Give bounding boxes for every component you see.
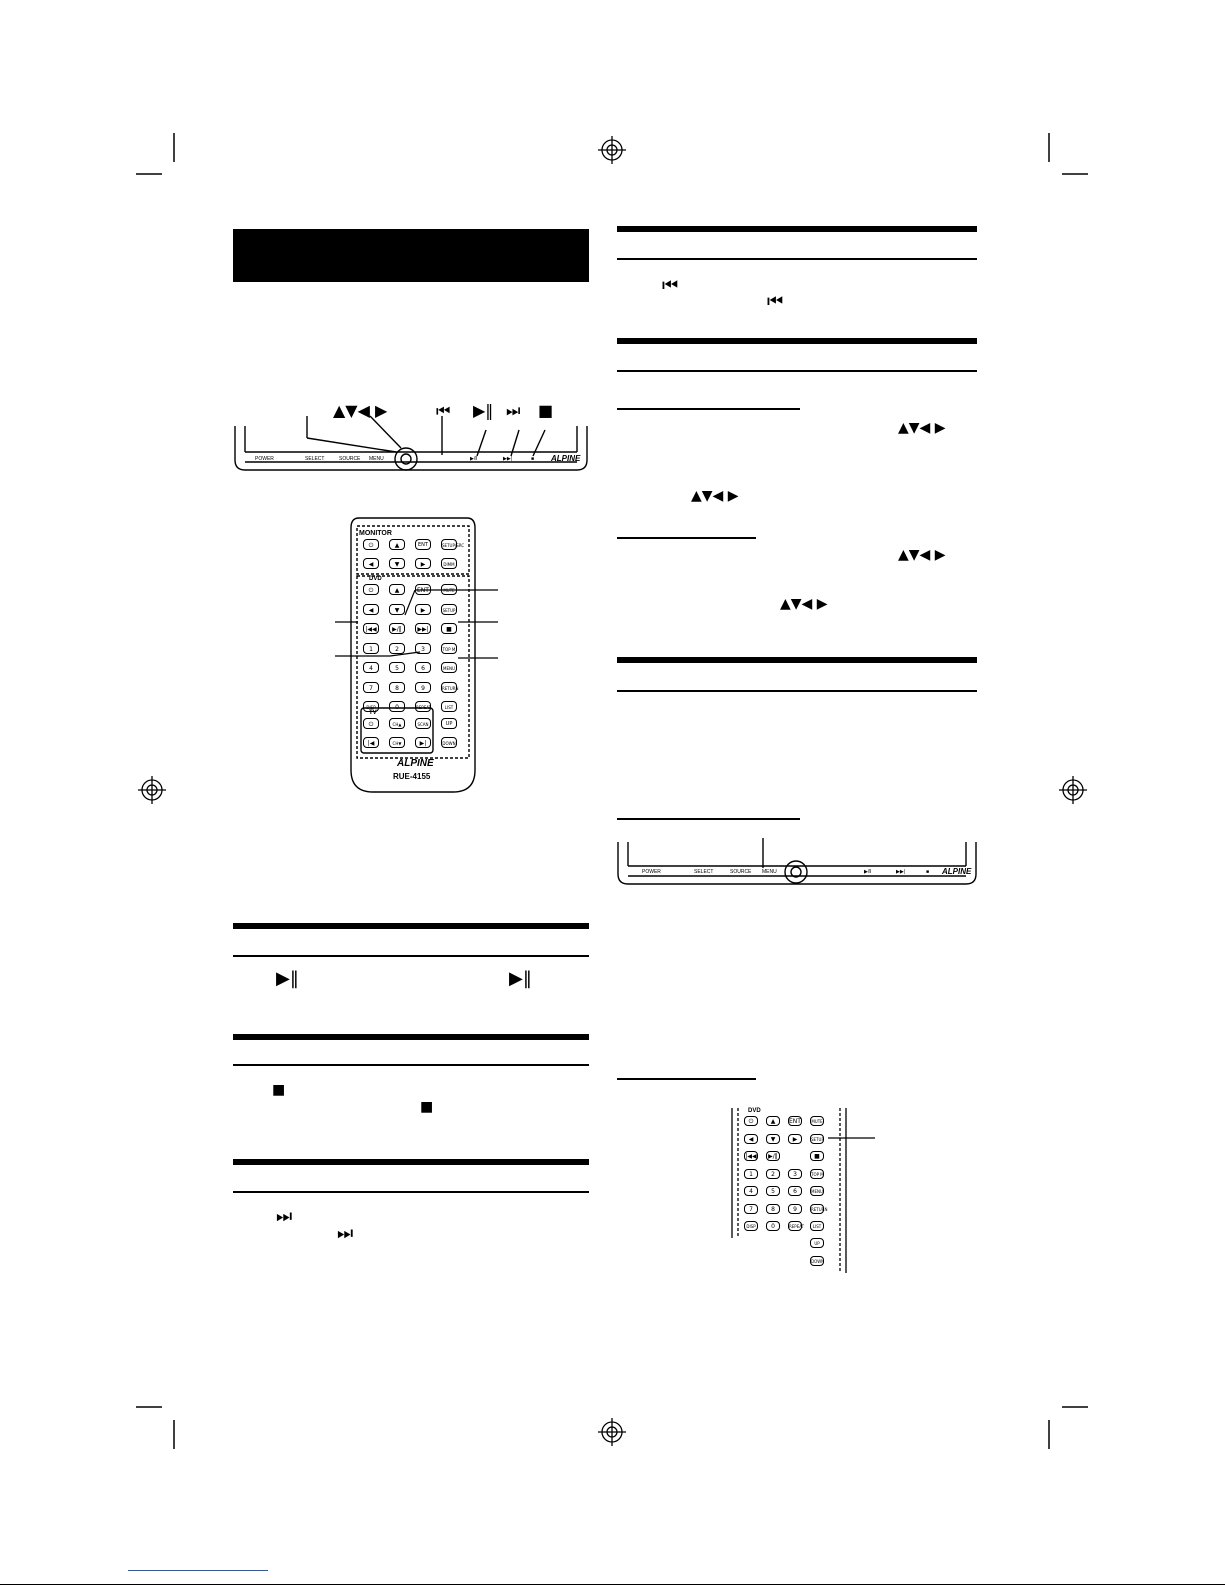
remote-section-monitor: MONITOR [359,530,392,537]
remote-dvd-setup-button[interactable]: SETUP [441,604,457,615]
panel-brand-logo: ALPINE [551,454,581,463]
detail-setup-button[interactable]: SETUP [810,1134,824,1144]
stop-icon: ■ [538,401,554,420]
detail-up-button[interactable]: ▲ [766,1116,780,1126]
play-pause-icon-inline: ▶‖ [276,968,299,989]
panel-svg-2 [616,838,978,894]
remote-dvd-right-button[interactable]: ▶ [415,604,431,615]
panel-button-row [255,454,581,465]
registration-mark-left [138,776,166,804]
subheading-underline-3 [617,818,800,820]
detail-down-button[interactable]: DOWN [810,1256,824,1266]
detail-7-button[interactable]: 7 [744,1204,758,1214]
panel2-menu-button[interactable]: MENU [762,869,777,875]
prev-icon: ⏮ [436,401,451,420]
remote-dvd-1-button[interactable]: 1 [363,643,379,654]
arrow-keys-label: ▲▼◀ ▶ [333,401,388,420]
detail-play-button[interactable]: ▶/‖ [766,1151,780,1161]
panel-stop-button[interactable]: ■ [531,456,535,462]
detail-stop-button[interactable]: ■ [810,1151,824,1161]
section-rule-prev [617,226,977,232]
detail-right-button[interactable]: ▶ [788,1134,802,1144]
remote-monitor-ent-button[interactable]: ENT [415,539,431,550]
detail-up-button[interactable]: UP [810,1238,824,1248]
panel2-power-button[interactable]: POWER [642,869,661,875]
remote-tv-prev-button[interactable]: |◀ [363,737,379,748]
remote-section-tv: TV [369,710,377,716]
remote-detail-dvd-label: DVD [748,1108,761,1114]
play-pause-icon: ▶‖ [473,401,494,420]
arrow-keys-inline-4: ▲▼◀ ▶ [780,596,828,612]
panel2-source-button[interactable]: SOURCE [730,869,752,875]
play-pause-icon-inline-2: ▶‖ [509,968,532,989]
remote-dvd-power-button[interactable]: ⏻ [363,584,379,595]
arrow-keys-inline-2: ▲▼◀ ▶ [691,488,739,504]
section-rule-playpause [233,923,589,929]
remote-dvd-stop-button[interactable]: ■ [441,623,457,634]
detail-menu-button[interactable]: MENU [810,1186,824,1196]
remote-dvd-left-button[interactable]: ◀ [363,604,379,615]
panel2-stop-button[interactable]: ■ [926,869,930,875]
remote-callouts [330,580,505,670]
detail-power-button[interactable]: ⏻ [744,1116,758,1126]
remote-dvd-return-button[interactable]: RETURN [441,682,457,693]
detail-left-button[interactable]: ◀ [744,1134,758,1144]
detail-8-button[interactable]: 8 [766,1204,780,1214]
detail-5-button[interactable]: 5 [766,1186,780,1196]
section-rule-menu [617,657,977,663]
remote-monitor-power-button[interactable]: ⏻ [363,539,379,550]
detail-0-button[interactable]: 0 [766,1221,780,1231]
remote-dvd-0-button[interactable]: 0 [389,701,405,712]
prev-icon-inline: ⏮ [662,275,679,296]
remote-dvd-next-button[interactable]: ▶▶| [415,623,431,634]
subheading-underline-2 [617,537,756,539]
panel-diagram-menu [616,838,978,894]
detail-ent-button[interactable]: ENT [789,1118,801,1125]
remote-monitor-src-button[interactable]: SETUP/SRC [441,539,457,550]
registration-mark-bottom [598,1418,626,1446]
panel-play-button[interactable]: ▶/‖ [470,456,478,462]
section-subrule-navigation [617,370,977,372]
panel2-brand-logo: ALPINE [942,867,972,876]
detail-prev-button[interactable]: |◀◀ [745,1153,757,1160]
remote-dvd-7-button[interactable]: 7 [363,682,379,693]
remote-dvd-3-button[interactable]: 3 [415,643,431,654]
section-rule-stop [233,1034,589,1040]
detail-4-button[interactable]: 4 [744,1186,758,1196]
panel-menu-button[interactable]: MENU [369,456,384,462]
panel2-select-button[interactable]: SELECT [694,869,714,875]
remote-monitor-right-button[interactable]: ▶ [415,558,431,569]
remote-dvd-down-button[interactable]: ▼ [389,604,405,615]
remote-dvd-mute-button[interactable]: MUTE [441,584,457,595]
panel2-next-button[interactable]: ▶▶| [896,869,905,875]
remote-model: RUE-4155 [393,772,431,781]
prev-icon-inline-2: ⏮ [767,291,784,312]
detail-repeat-button[interactable]: REPEAT [788,1221,802,1231]
remote-tv-ch-up-button[interactable]: CH▲ [389,718,405,729]
remote-up-button[interactable]: UP [441,718,457,729]
panel-svg [233,400,589,480]
panel2-button-row [642,869,972,878]
remote-monitor-down-button[interactable]: ▼ [389,558,405,569]
stop-icon-inline-2: ■ [420,1099,434,1115]
detail-3-button[interactable]: 3 [788,1169,802,1179]
section-rule-next [233,1159,589,1165]
remote-dvd-list-button[interactable]: LIST [441,701,457,712]
panel-power-button[interactable]: POWER [255,456,274,462]
subheading-underline-1 [617,408,800,410]
remote-dvd-up-button[interactable]: ▲ [389,584,405,595]
remote-dvd-4-button[interactable]: 4 [363,662,379,673]
remote-dvd-topmenu-button[interactable]: TOP M [441,643,457,654]
section-subrule-prev [617,258,977,260]
registration-mark-top [598,136,626,164]
detail-mute-button[interactable]: MUTE [810,1116,824,1126]
panel2-play-button[interactable]: ▶/‖ [864,869,872,875]
remote-dvd-2-button[interactable]: 2 [389,643,405,654]
remote-dvd-6-button[interactable]: 6 [415,662,431,673]
section-subrule-next [233,1191,589,1193]
subheading-underline-4 [617,1078,756,1080]
detail-return-button[interactable]: RETURN [810,1204,824,1214]
detail-6-button[interactable]: 6 [788,1186,802,1196]
remote-monitor-dimm-button[interactable]: DIMM [441,558,457,569]
remote-dvd-5-button[interactable]: 5 [389,662,405,673]
panel-select-button[interactable]: SELECT [305,456,325,462]
remote-dvd-8-button[interactable]: 8 [389,682,405,693]
remote-dvd-play-button[interactable]: ▶/‖ [389,623,405,634]
stop-icon-inline: ■ [272,1082,286,1098]
remote-dvd-9-button[interactable]: 9 [415,682,431,693]
arrow-keys-inline-3: ▲▼◀ ▶ [898,547,946,563]
detail-list-button[interactable]: LIST [810,1221,824,1231]
panel-next-button[interactable]: ▶▶| [503,456,512,462]
section-title-bar [233,229,589,282]
remote-dvd-menu-button[interactable]: MENU [441,662,457,673]
registration-mark-right [1059,776,1087,804]
remote-dvd-disp-button[interactable]: DISP [363,701,379,712]
remote-detail [730,1108,880,1273]
remote-brand: ALPINE [397,758,434,769]
remote-down-button[interactable]: DOWN [441,737,457,748]
detail-disp-button[interactable]: DISP [744,1221,758,1231]
remote-tv-scan-button[interactable]: SCAN [415,718,431,729]
section-subrule-stop [233,1064,589,1066]
detail-topmenu-button[interactable]: TOP M [810,1169,824,1179]
next-icon-inline: ⏭ [276,1206,293,1227]
panel-source-button[interactable]: SOURCE [339,456,361,462]
remote-section-dvd: DVD [369,576,382,582]
detail-2-button[interactable]: 2 [766,1169,780,1179]
panel-diagram-top [233,400,589,480]
remote-dvd-prev-button[interactable]: |◀◀ [363,623,379,634]
next-icon-inline-2: ⏭ [337,1223,354,1244]
arrow-keys-inline-1: ▲▼◀ ▶ [898,420,946,436]
section-rule-navigation [617,338,977,344]
section-subrule-menu [617,690,977,692]
detail-1-button[interactable]: 1 [744,1169,758,1179]
remote-monitor-left-button[interactable]: ◀ [363,558,379,569]
remote-tv-next-button[interactable]: ▶| [415,737,431,748]
detail-9-button[interactable]: 9 [788,1204,802,1214]
remote-dvd-ent-button[interactable]: ENT [415,584,431,595]
remote-dvd-repeat-button[interactable]: REPEAT [415,701,431,712]
footer-link-underline [128,1570,268,1571]
remote-tv-ch-down-button[interactable]: CH▼ [389,737,405,748]
detail-down-button[interactable]: ▼ [766,1134,780,1144]
remote-monitor-up-button[interactable]: ▲ [389,539,405,550]
remote-tv-power-button[interactable]: ⏻ [363,718,379,729]
next-icon: ⏭ [506,401,521,420]
section-subrule-playpause [233,955,589,957]
